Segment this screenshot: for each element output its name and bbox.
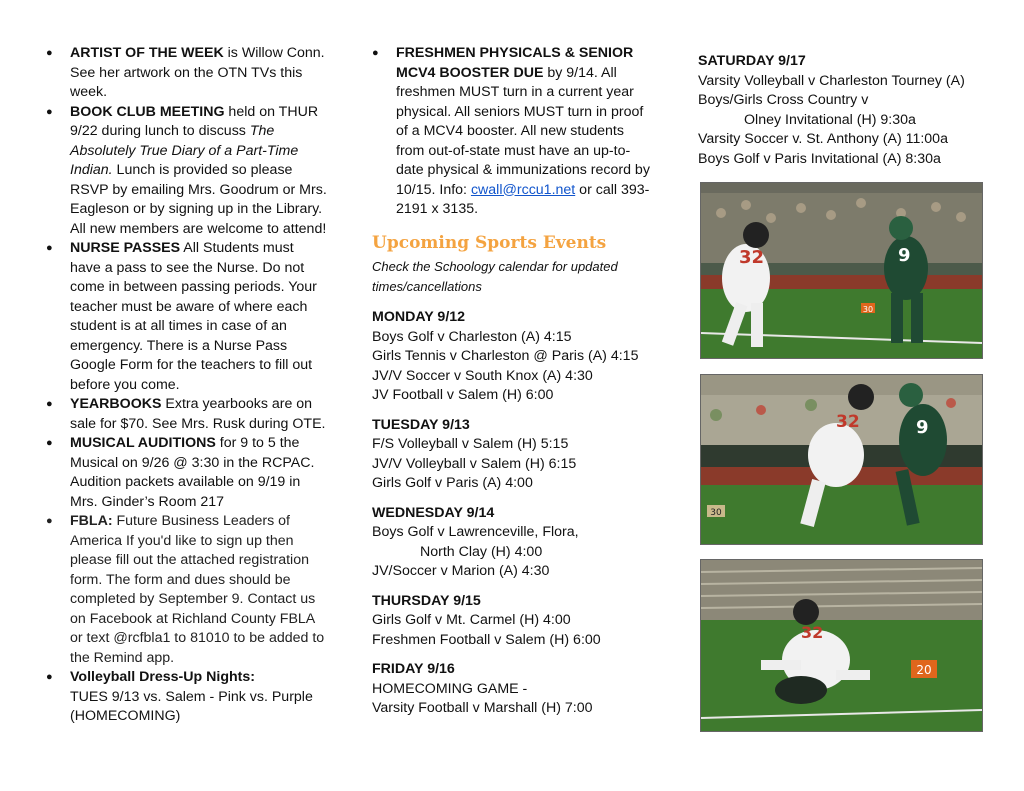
jersey-number-white: 32 [836,412,860,432]
day-saturday: SATURDAY 9/17 Varsity Volleyball v Charleston Tourney (A) Boys/Girls Cross Country v Olney Invitational (H) 9:30a Varsity Soccer v. St. Anthony (A) 11:00a Boys Golf v Paris Invitational (A) 8:30a [698,52,988,169]
event: Olney Invitational (H) 9:30a [744,111,916,128]
announcement-fbla: ● FBLA: Future Business Leaders of America If you'd like to sign up then please fill out the attached registration form. The form and dues should be completed by September 9. Contact us on Facebook at Richland County FBLA or text @rcfbla1 to 81010 to be added to the Remind app. [46,512,328,668]
jersey-number-white: 32 [739,247,765,268]
announcement-yearbooks: ● YEARBOOKS Extra yearbooks are on sale for $70. See Mrs. Rusk during OTE. [46,395,328,434]
announcement-nurse-passes: ● NURSE PASSES All Students must have a pass to see the Nurse. Do not come in between passing periods. Your teacher must be aware of where each student is at all times in case of an emergency. There is a Nurse Pass Google Form for the teachers to fill out before you come. [46,239,328,395]
event: Girls Tennis v Charleston @ Paris (A) 4:15 [372,348,639,364]
announcement-physicals: ● FRESHMEN PHYSICALS & SENIOR MCV4 BOOSTER DUE by 9/14. All freshmen MUST turn in a current year physical. All seniors MUST turn in proof of a MCV4 booster. All new students from out-of-state must have an up-to-date physical & immunizations record by 10/15. Info: cwall@rccu1.net or call 393-2191 x 3135. [372,44,652,220]
announcement-artist: ● ARTIST OF THE WEEK is Willow Conn. See her artwork on the OTN TVs this week. [46,44,328,103]
event: HOMECOMING GAME - [372,680,528,697]
event: JV/Soccer v Marion (A) 4:30 [372,563,550,579]
event: Boys/Girls Cross Country v [698,92,869,108]
football-photo-1 [700,182,983,359]
announcements-column-1 [46,44,328,727]
email-link[interactable]: cwall@rccu1.net [470,181,576,198]
football-photo-2-image [701,375,982,544]
football-photo-3-image [701,560,982,731]
event: F/S Volleyball v Salem (H) 5:15 [372,436,569,452]
event: Varsity Football v Marshall (H) 7:00 [372,700,593,716]
announcements-column-2 [372,44,652,729]
announcement-book-club: ● BOOK CLUB MEETING held on THUR 9/22 during lunch to discuss The Absolutely True Diary of a Part-Time Indian. Lunch is provided so please RSVP by emailing Mrs. Goodrum or Mrs. Eagleson or by signing up in the Library. All new members are welcome to attend! [46,103,328,240]
day-thursday: THURSDAY 9/15 Girls Golf v Mt. Carmel (H) 4:00 Freshmen Football v Salem (H) 6:00 [372,592,652,651]
event: Boys Golf v Paris Invitational (A) 8:30a [698,150,941,167]
event: Freshmen Football v Salem (H) 6:00 [372,631,601,648]
sports-note: Check the Schoology calendar for updated times/cancellations [372,259,618,294]
yard-marker: 20 [916,663,932,677]
day-tuesday: TUESDAY 9/13 F/S Volleyball v Salem (H) 5:15 JV/V Volleyball v Salem (H) 6:15 Girls Golf v Paris (A) 4:00 [372,416,652,494]
yard-marker: 30 [710,508,722,518]
event: JV/V Volleyball v Salem (H) 6:15 [372,455,577,472]
jersey-number-green: 9 [916,417,929,438]
jersey-number-green: 9 [898,245,911,266]
event: North Clay (H) 4:00 [420,543,543,560]
day-wednesday: WEDNESDAY 9/14 Boys Golf v Lawrenceville, Flora, North Clay (H) 4:00 JV/Soccer v Marion (A) 4:30 [372,504,652,582]
football-photo-2 [700,374,983,545]
event: Varsity Soccer v. St. Anthony (A) 11:00a [698,131,948,147]
day-friday: FRIDAY 9/16 HOMECOMING GAME - Varsity Football v Marshall (H) 7:00 [372,660,652,719]
sports-heading: Upcoming Sports Events [372,232,607,253]
football-photo-1-image [701,183,982,358]
announcements-column-3 [698,52,988,179]
announcement-musical: ● MUSICAL AUDITIONS for 9 to 5 the Musical on 9/26 @ 3:30 in the RCPAC. Audition packets available on 9/19 in Mrs. Ginder’s Room 217 [46,434,328,512]
event: Girls Golf v Paris (A) 4:00 [372,475,533,491]
event: Boys Golf v Charleston (A) 4:15 [372,328,572,345]
yard-marker: 30 [862,305,874,314]
event: Varsity Volleyball v Charleston Tourney (A) [698,72,965,89]
day-monday: MONDAY 9/12 Boys Golf v Charleston (A) 4:15 Girls Tennis v Charleston @ Paris (A) 4:15 JV/V Soccer v South Knox (A) 4:30 JV Football v Salem (H) 6:00 [372,308,652,406]
football-photo-3 [700,559,983,732]
event: Girls Golf v Mt. Carmel (H) 4:00 [372,612,571,628]
announcement-volleyball: ● Volleyball Dress-Up Nights: TUES 9/13 vs. Salem - Pink vs. Purple (HOMECOMING) [46,668,328,727]
event: JV/V Soccer v South Knox (A) 4:30 [372,367,593,384]
event: Boys Golf v Lawrenceville, Flora, [372,524,579,540]
jersey-number-white: 32 [801,623,824,642]
event: JV Football v Salem (H) 6:00 [372,387,554,403]
